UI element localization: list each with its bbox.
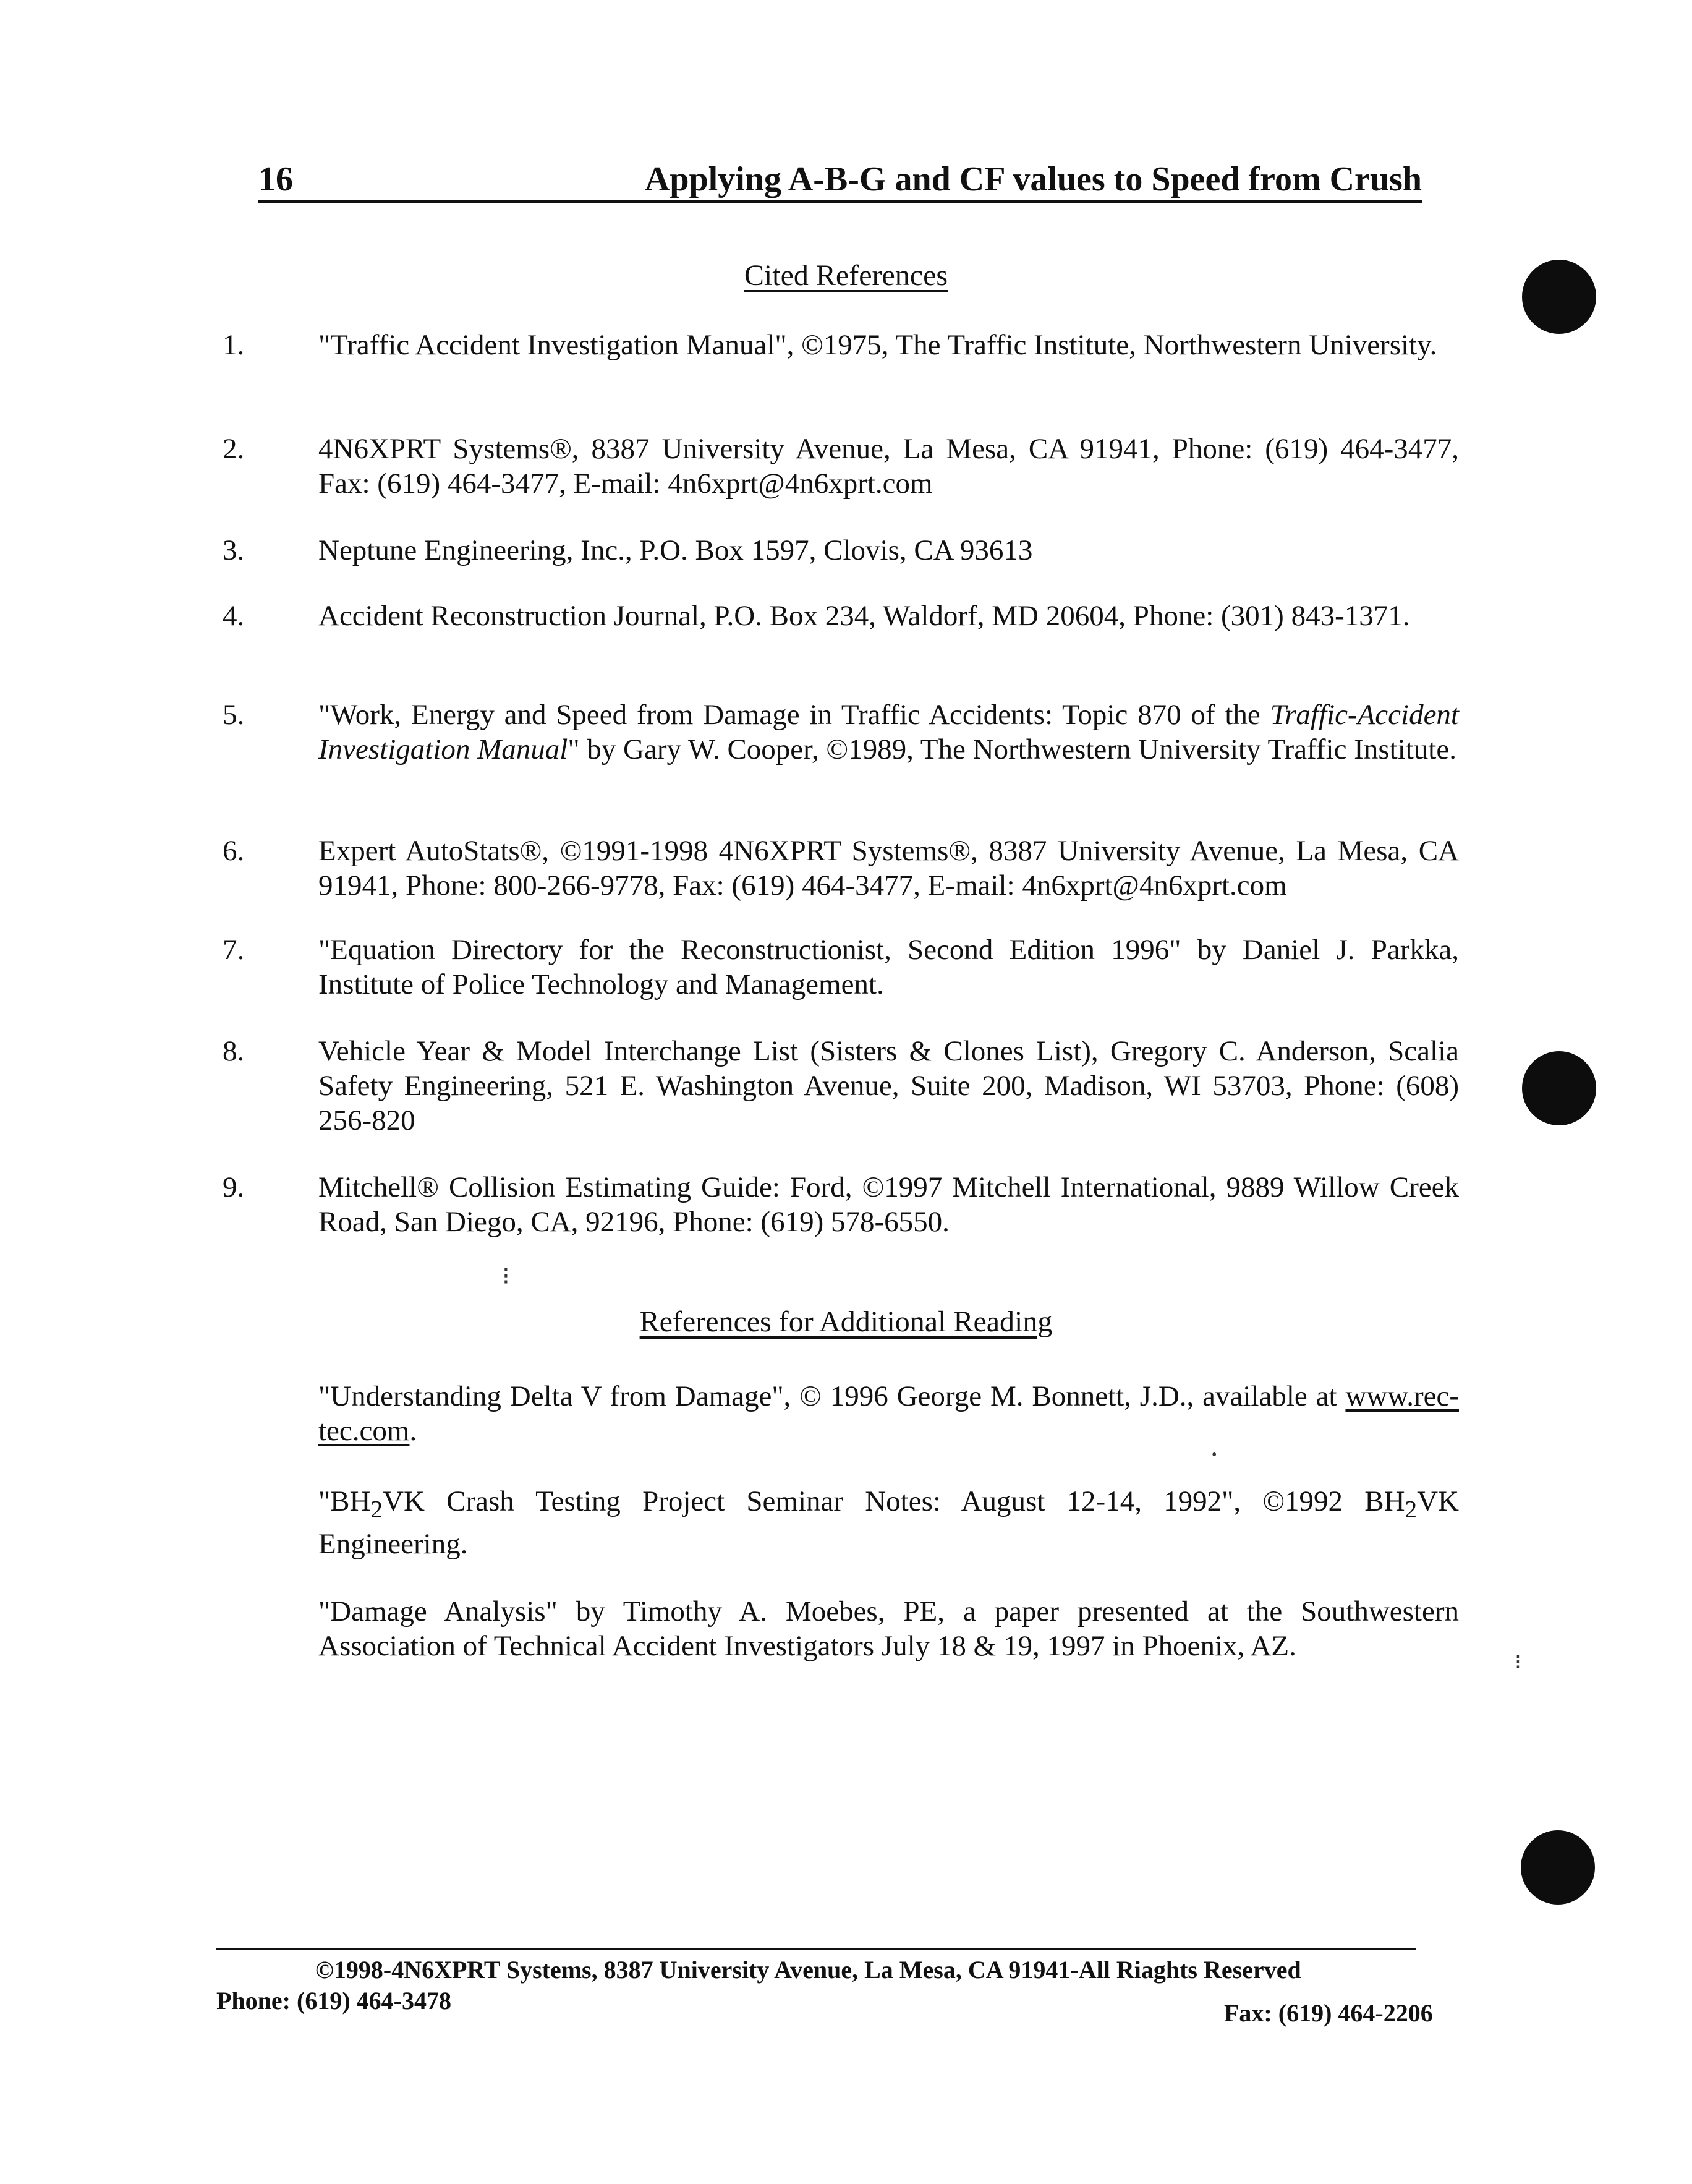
additional-reading-item-1: "Understanding Delta V from Damage", © 1996 George M. Bonnett, J.D., available at www.rec-tec.com. bbox=[318, 1380, 1459, 1447]
reference-text: Vehicle Year & Model Interchange List (Sisters & Clones List), Gregory C. Anderson, Scalia Safety Engineering, 521 E. Washington Avenue, Suite 200, Madison, WI 53703, Phone: (608) 256-820 bbox=[318, 1035, 1459, 1137]
additional-reading-item-2: "$BH_2VK$ Crash Testing Project Seminar Notes: August 12-14, 1992", ©1992 $BH_2VK$ Engineering. bbox=[318, 1485, 1459, 1561]
reference-number: 9. bbox=[223, 1171, 245, 1203]
punch-hole bbox=[1522, 1051, 1596, 1125]
page-number: 16 bbox=[258, 160, 293, 198]
punch-hole bbox=[1521, 1830, 1595, 1905]
reference-number: 5. bbox=[223, 699, 245, 731]
page-title: Applying A-B-G and CF values to Speed from Crush bbox=[644, 160, 1422, 198]
reference-text: Expert AutoStats®, ©1991-1998 4N6XPRT Systems®, 8387 University Avenue, La Mesa, CA 91941, Phone: 800-266-9778, Fax: (619) 464-3477, E-mail: 4n6xprt@4n6xprt.com bbox=[318, 835, 1459, 902]
reference-number: 4. bbox=[223, 600, 245, 632]
scan-speck: ⁝ bbox=[1515, 1651, 1521, 1674]
reference-text: "Traffic Accident Investigation Manual", ©1975, The Traffic Institute, Northwestern University. bbox=[318, 329, 1437, 361]
footer-rule bbox=[216, 1948, 1416, 1950]
additional-reading-heading: References for Additional Reading bbox=[639, 1305, 1053, 1338]
scan-speck: • bbox=[1212, 1447, 1217, 1463]
reference-number: 6. bbox=[223, 835, 245, 867]
reference-number: 7. bbox=[223, 934, 245, 966]
footer-copyright: ©1998-4N6XPRT Systems, 8387 University Avenue, La Mesa, CA 91941-All Riaghts Reserved bbox=[315, 1956, 1301, 1984]
reference-text: Accident Reconstruction Journal, P.O. Box 234, Waldorf, MD 20604, Phone: (301) 843-1371. bbox=[318, 600, 1410, 632]
reference-text: 4N6XPRT Systems®, 8387 University Avenue, La Mesa, CA 91941, Phone: (619) 464-3477, Fax: (619) 464-3477, E-mail: 4n6xprt@4n6xprt.com bbox=[318, 433, 1459, 500]
rec-tec-link[interactable]: www.rec-tec.com bbox=[318, 1380, 1459, 1447]
reference-number: 3. bbox=[223, 534, 245, 566]
footer-phone: Phone: (619) 464-3478 bbox=[216, 1987, 451, 2015]
scan-speck: ⁝ bbox=[502, 1262, 510, 1290]
reference-number: 1. bbox=[223, 329, 245, 361]
reference-text: Neptune Engineering, Inc., P.O. Box 1597, Clovis, CA 93613 bbox=[318, 534, 1033, 566]
reference-text: "Equation Directory for the Reconstructionist, Second Edition 1996" by Daniel J. Parkka, Institute of Police Technology and Management. bbox=[318, 934, 1459, 1000]
italic-title: Traffic-Accident Investigation Manual bbox=[318, 699, 1459, 766]
cited-references-heading: Cited References bbox=[744, 259, 948, 292]
reference-text: Mitchell® Collision Estimating Guide: Ford, ©1997 Mitchell International, 9889 Willow Creek Road, San Diego, CA, 92196, Phone: (619) 578-6550. bbox=[318, 1171, 1459, 1238]
additional-reading-item-3: "Damage Analysis" by Timothy A. Moebes, PE, a paper presented at the Southwestern Association of Technical Accident Investigators July 18 & 19, 1997 in Phoenix, AZ. bbox=[318, 1595, 1459, 1662]
punch-hole bbox=[1522, 260, 1596, 334]
reference-number: 8. bbox=[223, 1035, 245, 1067]
reference-number: 2. bbox=[223, 433, 245, 465]
page-header bbox=[258, 153, 1422, 203]
reference-text: "Work, Energy and Speed from Damage in Traffic Accidents: Topic 870 of the Traffic-Accident Investigation Manual" by Gary W. Cooper, ©1989, The Northwestern University Traffic Institute. bbox=[318, 699, 1459, 766]
footer-fax: Fax: (619) 464-2206 bbox=[1224, 1999, 1433, 2027]
